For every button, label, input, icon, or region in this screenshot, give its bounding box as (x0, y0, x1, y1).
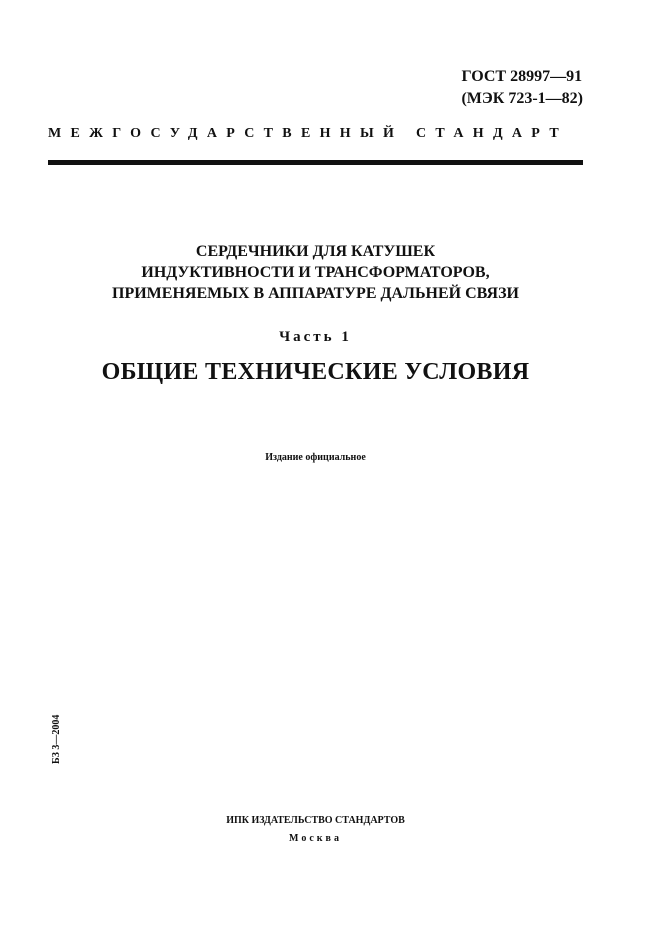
part-label: Часть 1 (279, 329, 352, 345)
iec-code: (МЭК 723-1—82) (461, 90, 583, 107)
publisher-block (48, 812, 583, 848)
publisher-name: ИПК ИЗДАТЕЛЬСТВО СТАНДАРТОВ (226, 815, 405, 826)
title-line: ИНДУКТИВНОСТИ И ТРАНСФОРМАТОРОВ, (141, 264, 490, 281)
title-line: СЕРДЕЧНИКИ ДЛЯ КАТУШЕК (195, 243, 436, 260)
document-title (48, 241, 583, 304)
standard-category: МЕЖГОСУДАРСТВЕННЫЙ СТАНДАРТ (48, 126, 568, 141)
publisher-city: Москва (289, 833, 342, 844)
title-line: ПРИМЕНЯЕМЫХ В АППАРАТУРЕ ДАЛЬНЕЙ СВЯЗИ (112, 285, 519, 302)
side-code: БЗ 3—2004 (51, 714, 62, 764)
document-subtitle: ОБЩИЕ ТЕХНИЧЕСКИЕ УСЛОВИЯ (101, 359, 530, 385)
edition-label: Издание официальное (265, 452, 366, 463)
header-rule (48, 160, 583, 165)
standard-code-block (461, 66, 583, 110)
standard-code: ГОСТ 28997—91 (461, 68, 583, 85)
